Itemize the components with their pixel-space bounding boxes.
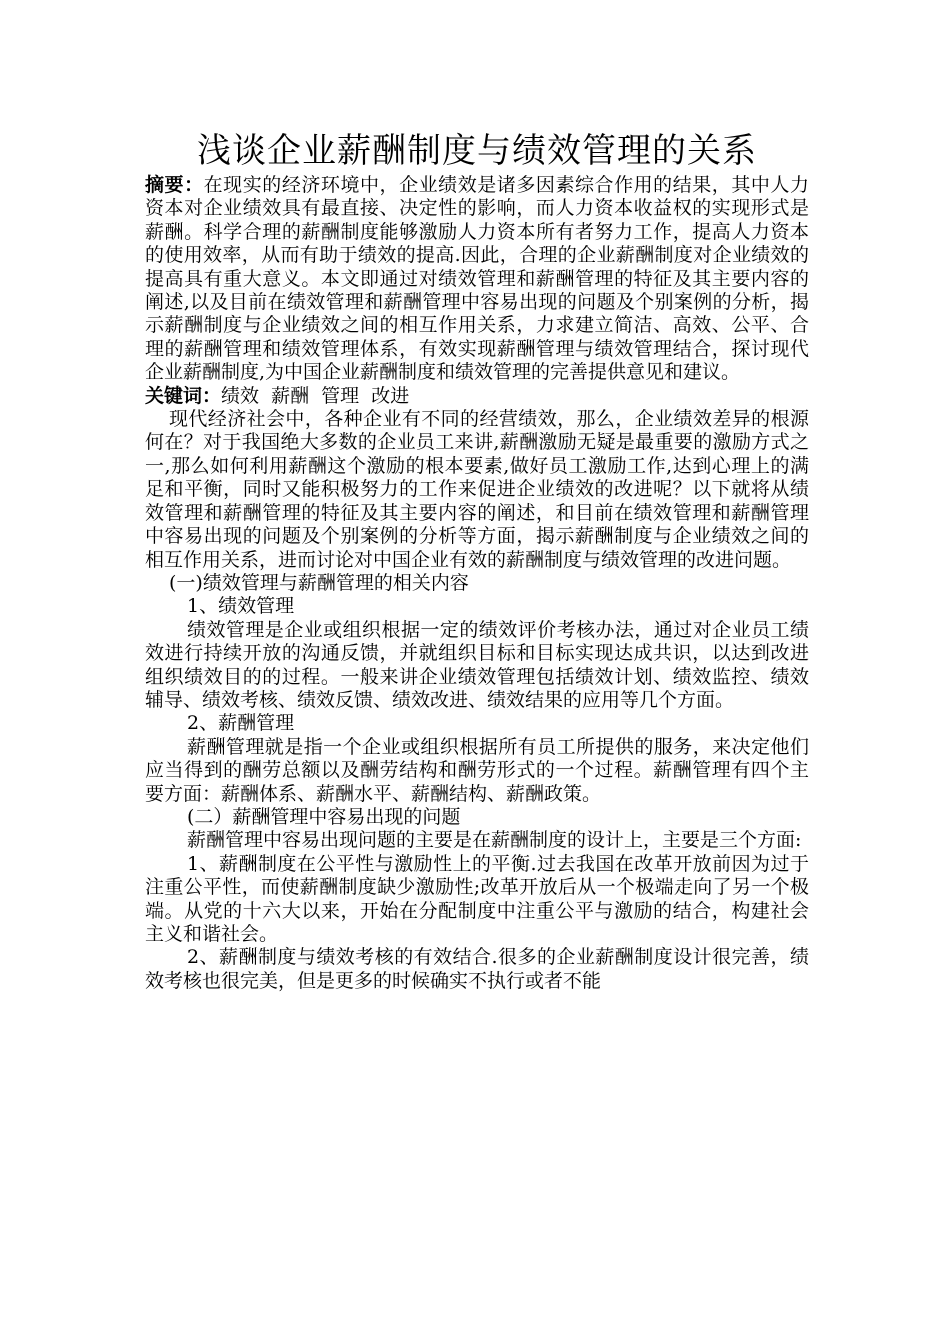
subsection2-heading: 2、薪酬管理 xyxy=(187,712,295,735)
subsection2-paragraph: 薪酬管理就是指一个企业或组织根据所有员工所提供的服务，来决定他们应当得到的酬劳总额以及酬劳结构和酬劳形式的一个过程。薪酬管理有四个主要方面：薪酬体系、薪酬水平、薪酬结构、薪酬政策。 xyxy=(145,735,809,805)
keywords-text: 绩效 薪酬 管理 改进 xyxy=(221,384,410,407)
section2-heading: (二）薪酬管理中容易出现的问题 xyxy=(187,805,461,828)
keywords-paragraph xyxy=(145,385,809,408)
keywords-label: 关键词： xyxy=(145,384,222,407)
abstract-paragraph xyxy=(145,174,809,385)
abstract-label: 摘要： xyxy=(145,174,204,196)
subsection1-heading: 1、绩效管理 xyxy=(187,595,295,618)
section2-paragraph: 薪酬管理中容易出现问题的主要是在薪酬制度的设计上，主要是三个方面: xyxy=(187,829,802,852)
abstract-text: 在现实的经济环境中，企业绩效是诸多因素综合作用的结果，其中人力资本对企业绩效具有最直接、决定性的影响，而人力资本收益权的实现形式是薪酬。科学合理的薪酬制度能够激励人力资本所有者努力工作，提高人力资本的使用效率，从而有助于绩效的提高.因此，合理的企业薪酬制度对企业绩效的提高具有重大意义。本文即通过对绩效管理和薪酬管理的特征及其主要内容的阐述,以及目前在绩效管理和薪酬管理中容易出现的问题及个别案例的分析，揭示薪酬制度与企业绩效之间的相互作用关系，力求建立简洁、高效、公平、合理的薪酬管理和绩效管理体系，有效实现薪酬管理与绩效管理结合，探讨现代企业薪酬制度,为中国企业薪酬制度和绩效管理的完善提供意见和建议。 xyxy=(145,174,809,384)
intro-paragraph: 现代经济社会中，各种企业有不同的经营绩效，那么，企业绩效差异的根源何在？对于我国绝大多数的企业员工来讲,薪酬激励无疑是最重要的激励方式之一,那么如何利用薪酬这个激励的根本要素,做好员工激励工作,达到心理上的满足和平衡，同时又能积极努力的工作来促进企业绩效的改进呢？以下就将从绩效管理和薪酬管理的特征及其主要内容的阐述，和目前在绩效管理和薪酬管理中容易出现的问题及个别案例的分析等方面，揭示薪酬制度与企业绩效之间的相互作用关系，进而讨论对中国企业有效的薪酬制度与绩效管理的改进问题。 xyxy=(145,408,809,571)
subsection1-paragraph: 绩效管理是企业或组织根据一定的绩效评价考核办法，通过对企业员工绩效进行持续开放的沟通反馈，并就组织目标和目标实现达成共识，以达到改进组织绩效目的的过程。一般来讲企业绩效管理包括绩效计划、绩效监控、绩效辅导、绩效考核、绩效反馈、绩效改进、绩效结果的应用等几个方面。 xyxy=(145,618,809,711)
document-page xyxy=(145,128,809,993)
section1-heading: (一)绩效管理与薪酬管理的相关内容 xyxy=(169,571,469,594)
point2-paragraph: 2、薪酬制度与绩效考核的有效结合.很多的企业薪酬制度设计很完善，绩效考核也很完美，但是更多的时候确实不执行或者不能 xyxy=(145,946,809,992)
point1-paragraph: 1、薪酬制度在公平性与激励性上的平衡.过去我国在改革开放前因为过于注重公平性，而使薪酬制度缺少激励性;改革开放后从一个极端走向了另一个极端。从党的十六大以来，开始在分配制度中注重公平与激励的结合，构建社会主义和谐社会。 xyxy=(145,852,809,945)
document-title: 浅谈企业薪酬制度与绩效管理的关系 xyxy=(197,131,757,171)
